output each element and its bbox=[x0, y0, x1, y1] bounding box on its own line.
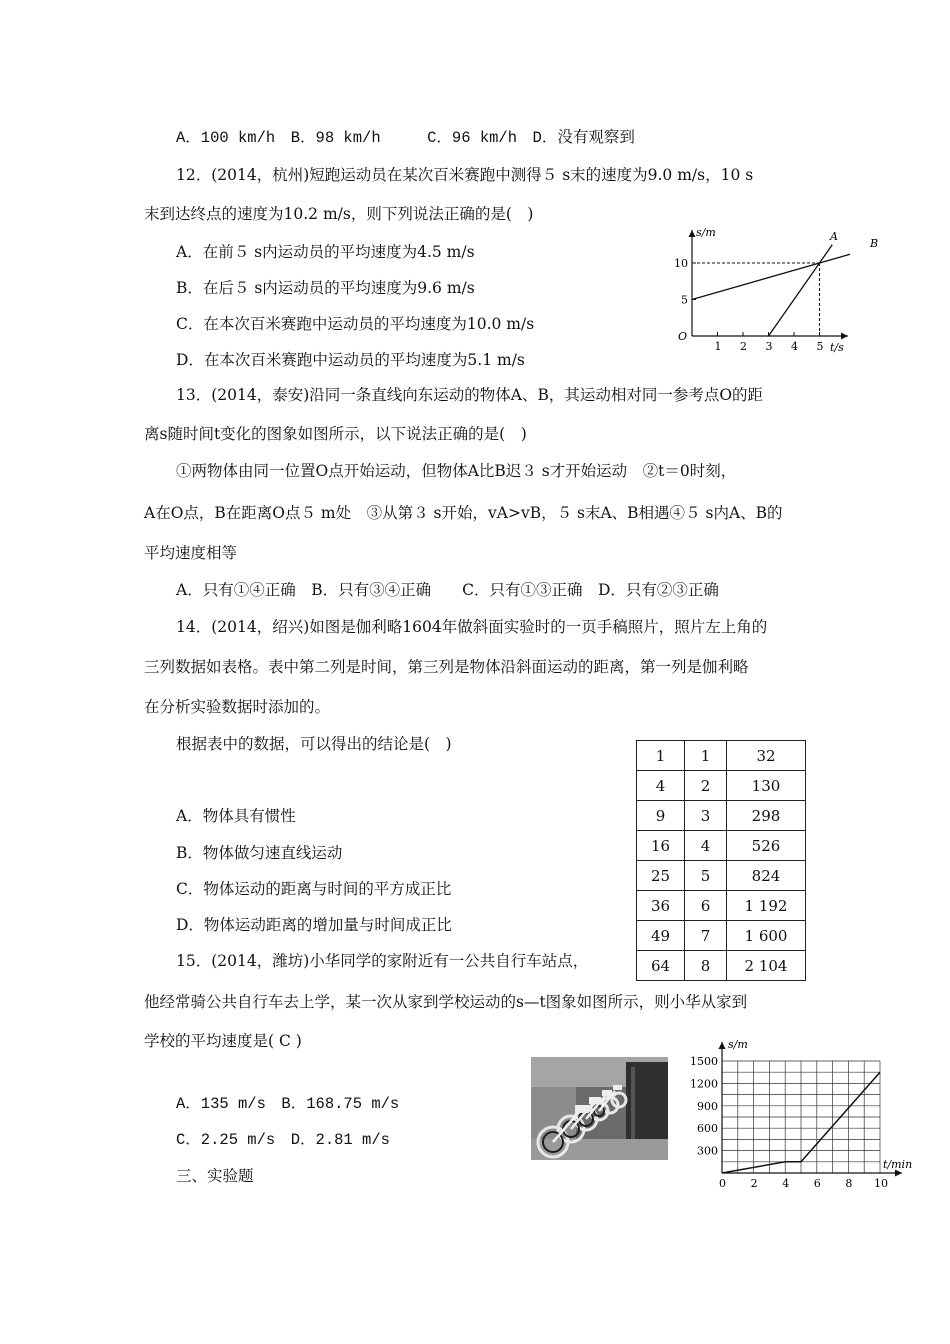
q14-option-d: D．物体运动距离的增加量与时间成正比 bbox=[176, 916, 452, 934]
q15-options-cd: C．2.25 m/s D．2.81 m/s bbox=[176, 1131, 390, 1149]
x-tick-label: 2 bbox=[750, 1177, 758, 1190]
q13-statement-line3: 平均速度相等 bbox=[144, 544, 238, 562]
x-tick-label: 2 bbox=[740, 340, 747, 353]
series-b-label: B bbox=[870, 237, 879, 250]
q12-option-a: A．在前５ s内运动员的平均速度为4.5 m/s bbox=[176, 243, 475, 261]
x-tick-label: 4 bbox=[791, 340, 798, 353]
q15-stem-line2: 他经常骑公共自行车去上学，某一次从家到学校运动的s—t图象如图所示，则小华从家到 bbox=[144, 993, 748, 1011]
y-tick-label: 10 bbox=[674, 257, 688, 270]
x-tick-label: 4 bbox=[782, 1177, 790, 1190]
table-row: 49 7 1 600 bbox=[637, 921, 806, 951]
series-b-line bbox=[692, 254, 850, 299]
x-tick-label: 8 bbox=[845, 1177, 853, 1190]
y-tick-label: 600 bbox=[697, 1122, 718, 1136]
q13-options: A．只有①④正确 B．只有③④正确 C．只有①③正确 D．只有②③正确 bbox=[176, 581, 719, 599]
q14-stem-line4: 根据表中的数据，可以得出的结论是( ) bbox=[176, 735, 452, 753]
origin-label: O bbox=[678, 330, 688, 343]
y-tick-label: 900 bbox=[697, 1099, 718, 1113]
q12-option-d: D．在本次百米赛跑中运动员的平均速度为5.1 m/s bbox=[176, 351, 525, 369]
q14-option-c: C．物体运动的距离与时间的平方成正比 bbox=[176, 880, 452, 898]
x-tick-label: 0 bbox=[719, 1177, 726, 1190]
y-tick-label: 5 bbox=[681, 293, 688, 307]
x-axis-label: t/s bbox=[830, 341, 844, 354]
q13-stem-line1: 13．(2014，泰安)沿同一条直线向东运动的物体A、B，其运动相对同一参考点O的距 bbox=[176, 386, 764, 404]
q13-statement-line2: A在O点，B在距离O点５ m处 ③从第３ s开始，vA>vB，５ s末A、B相遇④５ s内A、B的 bbox=[144, 504, 783, 522]
q11-options: A．100 km/h B．98 km/h C．96 km/h D．没有观察到 bbox=[176, 129, 635, 147]
q14-stem-line3: 在分析实验数据时添加的。 bbox=[144, 698, 331, 716]
table-row: 16 4 526 bbox=[637, 831, 806, 861]
q13-stem-line2: 离s随时间t变化的图象如图所示，以下说法正确的是( ) bbox=[144, 425, 527, 443]
x-tick-label: 3 bbox=[765, 340, 773, 353]
y-axis-label: s/m bbox=[696, 226, 716, 239]
table-row: 4 2 130 bbox=[637, 771, 806, 801]
table-row: 36 6 1 192 bbox=[637, 891, 806, 921]
q14-stem-line2: 三列数据如表格。表中第二列是时间，第三列是物体沿斜面运动的距离，第一列是伽利略 bbox=[144, 658, 749, 676]
table-row: 9 3 298 bbox=[637, 801, 806, 831]
x-tick-label: 1 bbox=[714, 340, 722, 353]
section-experiment-heading: 三、实验题 bbox=[176, 1167, 254, 1185]
x-tick-label: 10 bbox=[874, 1177, 888, 1190]
y-tick-label: 300 bbox=[697, 1144, 718, 1158]
q12-stem-line2: 末到达终点的速度为10.2 m/s，则下列说法正确的是( ) bbox=[144, 205, 534, 223]
q15-options-ab: A．135 m/s B．168.75 m/s bbox=[176, 1095, 400, 1113]
q15-stem-line3: 学校的平均速度是( C ) bbox=[144, 1032, 302, 1050]
q12-stem-line1: 12．(2014，杭州)短跑运动员在某次百米赛跑中测得５ s末的速度为9.0 m/s，10 s bbox=[176, 166, 754, 184]
q13-statement-line1: ①两物体由同一位置O点开始运动，但物体A比B迟３ s才开始运动 ②t＝0时刻， bbox=[176, 462, 737, 480]
series-a-label: A bbox=[830, 230, 838, 243]
q12-option-c: C．在本次百米赛跑中运动员的平均速度为10.0 m/s bbox=[176, 315, 535, 333]
table-row: 64 8 2 104 bbox=[637, 951, 806, 981]
q14-option-a: A．物体具有惯性 bbox=[176, 807, 296, 825]
q13-st-graph bbox=[672, 220, 882, 360]
q15-st-chart bbox=[680, 1038, 920, 1196]
q14-option-b: B．物体做匀速直线运动 bbox=[176, 844, 343, 862]
galileo-data-table bbox=[636, 740, 806, 981]
table-row: 25 5 824 bbox=[637, 861, 806, 891]
x-axis-label: t/min bbox=[883, 1158, 913, 1171]
x-tick-label: 6 bbox=[813, 1177, 821, 1190]
bicycle-station-photo bbox=[531, 1057, 668, 1160]
y-tick-label: 1500 bbox=[690, 1055, 718, 1068]
q15-stem-line1: 15．(2014，潍坊)小华同学的家附近有一公共自行车站点， bbox=[176, 952, 589, 970]
y-tick-label: 1200 bbox=[690, 1077, 718, 1091]
q14-stem-line1: 14．(2014，绍兴)如图是伽利略1604年做斜面实验时的一页手稿照片，照片左上角的 bbox=[176, 618, 768, 636]
y-axis-label: s/m bbox=[728, 1038, 748, 1051]
q12-option-b: B．在后５ s内运动员的平均速度为9.6 m/s bbox=[176, 279, 475, 297]
series-a-line bbox=[769, 245, 833, 336]
x-tick-label: 5 bbox=[816, 340, 824, 353]
table-row: 1 1 32 bbox=[637, 741, 806, 771]
